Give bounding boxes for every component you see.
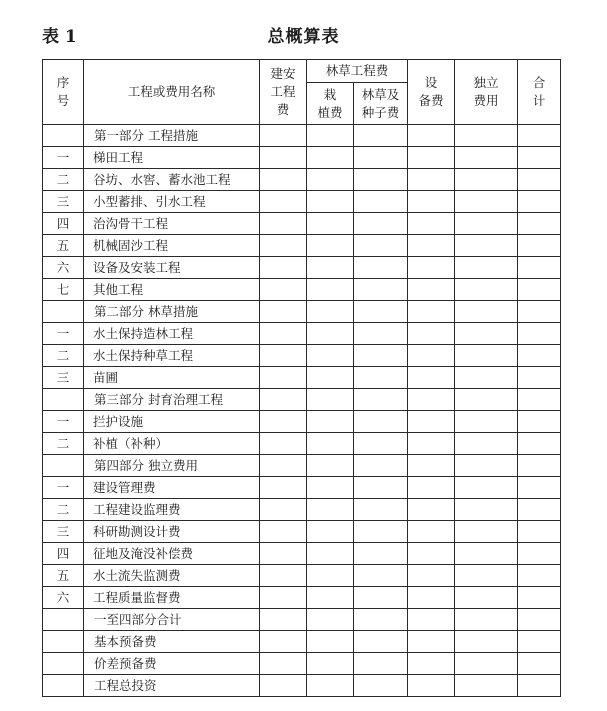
cell-construction — [260, 323, 307, 345]
cell-seed — [354, 389, 408, 411]
cell-independent — [455, 499, 518, 521]
row-name: 工程建设监理费 — [84, 499, 260, 521]
cell-total — [518, 411, 561, 433]
row-name: 第三部分 封育治理工程 — [84, 389, 260, 411]
cell-equipment — [408, 543, 455, 565]
cell-planting — [307, 279, 354, 301]
row-name: 小型蓄排、引水工程 — [84, 191, 260, 213]
cell-construction — [260, 433, 307, 455]
header-seq: 序 号 — [43, 60, 84, 125]
cell-independent — [455, 367, 518, 389]
cell-total — [518, 301, 561, 323]
cell-planting — [307, 631, 354, 653]
row-name: 拦护设施 — [84, 411, 260, 433]
row-seq — [43, 389, 84, 411]
cell-independent — [455, 323, 518, 345]
cell-equipment — [408, 125, 455, 147]
table-row — [43, 653, 561, 675]
cell-total — [518, 367, 561, 389]
row-name: 第四部分 独立费用 — [84, 455, 260, 477]
row-name: 梯田工程 — [84, 147, 260, 169]
cell-total — [518, 279, 561, 301]
cell-independent — [455, 169, 518, 191]
cell-equipment — [408, 389, 455, 411]
cell-equipment — [408, 257, 455, 279]
row-seq: 三 — [43, 191, 84, 213]
row-name: 第二部分 林草措施 — [84, 301, 260, 323]
row-seq: 二 — [43, 433, 84, 455]
cell-construction — [260, 367, 307, 389]
cell-independent — [455, 477, 518, 499]
table-row — [43, 147, 561, 169]
cell-seed — [354, 631, 408, 653]
cell-seed — [354, 477, 408, 499]
table-row — [43, 301, 561, 323]
row-seq: 二 — [43, 169, 84, 191]
row-seq: 一 — [43, 411, 84, 433]
table-row — [43, 367, 561, 389]
cell-seed — [354, 345, 408, 367]
cell-planting — [307, 213, 354, 235]
cell-total — [518, 235, 561, 257]
cell-seed — [354, 609, 408, 631]
cell-total — [518, 477, 561, 499]
row-seq — [43, 301, 84, 323]
cell-total — [518, 147, 561, 169]
row-seq: 三 — [43, 367, 84, 389]
row-name: 价差预备费 — [84, 653, 260, 675]
cell-equipment — [408, 191, 455, 213]
cell-construction — [260, 455, 307, 477]
cell-construction — [260, 499, 307, 521]
cell-independent — [455, 345, 518, 367]
cell-construction — [260, 521, 307, 543]
row-name: 第一部分 工程措施 — [84, 125, 260, 147]
table-body — [43, 125, 561, 697]
cell-seed — [354, 565, 408, 587]
cell-independent — [455, 125, 518, 147]
table-label: 表 1 — [42, 27, 77, 47]
cell-total — [518, 323, 561, 345]
cell-independent — [455, 587, 518, 609]
cell-independent — [455, 543, 518, 565]
cell-equipment — [408, 301, 455, 323]
cell-construction — [260, 235, 307, 257]
table-row — [43, 499, 561, 521]
cell-construction — [260, 631, 307, 653]
cell-total — [518, 653, 561, 675]
row-seq: 五 — [43, 565, 84, 587]
row-seq: 六 — [43, 587, 84, 609]
cell-construction — [260, 301, 307, 323]
cell-independent — [455, 301, 518, 323]
cell-total — [518, 455, 561, 477]
cell-planting — [307, 323, 354, 345]
header-total: 合 计 — [518, 60, 561, 125]
cell-total — [518, 499, 561, 521]
row-seq: 一 — [43, 323, 84, 345]
cell-construction — [260, 653, 307, 675]
table-row — [43, 125, 561, 147]
table-row — [43, 433, 561, 455]
row-name: 其他工程 — [84, 279, 260, 301]
row-seq: 四 — [43, 213, 84, 235]
row-seq: 七 — [43, 279, 84, 301]
cell-equipment — [408, 433, 455, 455]
cell-seed — [354, 301, 408, 323]
cell-planting — [307, 565, 354, 587]
cell-equipment — [408, 169, 455, 191]
header-planting-cost: 栽 植费 — [307, 83, 354, 125]
cell-total — [518, 125, 561, 147]
table-row — [43, 279, 561, 301]
cell-total — [518, 169, 561, 191]
table-row — [43, 345, 561, 367]
cell-seed — [354, 125, 408, 147]
cell-independent — [455, 675, 518, 697]
row-seq: 二 — [43, 499, 84, 521]
cell-seed — [354, 213, 408, 235]
cell-equipment — [408, 675, 455, 697]
table-row — [43, 191, 561, 213]
cell-planting — [307, 191, 354, 213]
header-independent-cost: 独立 费用 — [455, 60, 518, 125]
row-name: 征地及淹没补偿费 — [84, 543, 260, 565]
table-row — [43, 411, 561, 433]
row-seq: 一 — [43, 477, 84, 499]
cell-independent — [455, 279, 518, 301]
cell-equipment — [408, 411, 455, 433]
cell-planting — [307, 147, 354, 169]
cell-planting — [307, 587, 354, 609]
cell-construction — [260, 169, 307, 191]
cell-total — [518, 433, 561, 455]
table-row — [43, 169, 561, 191]
cell-planting — [307, 477, 354, 499]
table-row — [43, 631, 561, 653]
row-seq — [43, 609, 84, 631]
cell-total — [518, 675, 561, 697]
header-forestry-group: 林草工程费 — [307, 60, 408, 83]
cell-equipment — [408, 609, 455, 631]
cell-equipment — [408, 455, 455, 477]
table-row — [43, 455, 561, 477]
row-seq: 六 — [43, 257, 84, 279]
table-row — [43, 587, 561, 609]
row-seq — [43, 675, 84, 697]
table-row — [43, 565, 561, 587]
cell-seed — [354, 675, 408, 697]
cell-seed — [354, 543, 408, 565]
cell-seed — [354, 279, 408, 301]
cell-total — [518, 587, 561, 609]
cell-total — [518, 565, 561, 587]
cell-independent — [455, 257, 518, 279]
cell-construction — [260, 411, 307, 433]
row-name: 补植（补种） — [84, 433, 260, 455]
cell-planting — [307, 521, 354, 543]
row-name: 苗圃 — [84, 367, 260, 389]
table-row — [43, 323, 561, 345]
cell-equipment — [408, 213, 455, 235]
row-seq: 四 — [43, 543, 84, 565]
cell-construction — [260, 565, 307, 587]
cell-planting — [307, 499, 354, 521]
cell-independent — [455, 521, 518, 543]
row-name: 科研勘测设计费 — [84, 521, 260, 543]
cell-seed — [354, 367, 408, 389]
cell-planting — [307, 411, 354, 433]
cell-equipment — [408, 147, 455, 169]
cell-seed — [354, 323, 408, 345]
row-name: 建设管理费 — [84, 477, 260, 499]
cell-independent — [455, 191, 518, 213]
row-name: 工程质量监督费 — [84, 587, 260, 609]
row-name: 一至四部分合计 — [84, 609, 260, 631]
cell-planting — [307, 301, 354, 323]
header-construction-cost: 建安 工程 费 — [260, 60, 307, 125]
cell-equipment — [408, 235, 455, 257]
cell-planting — [307, 433, 354, 455]
cell-seed — [354, 433, 408, 455]
header-equipment-cost: 设 备费 — [408, 60, 455, 125]
cell-construction — [260, 345, 307, 367]
cell-total — [518, 543, 561, 565]
table-row — [43, 389, 561, 411]
cell-construction — [260, 389, 307, 411]
cell-equipment — [408, 653, 455, 675]
cell-equipment — [408, 279, 455, 301]
cell-equipment — [408, 521, 455, 543]
cell-planting — [307, 543, 354, 565]
row-seq: 一 — [43, 147, 84, 169]
row-name: 水土保持种草工程 — [84, 345, 260, 367]
cell-planting — [307, 609, 354, 631]
cell-independent — [455, 455, 518, 477]
header-row-1 — [43, 60, 561, 83]
table-row — [43, 477, 561, 499]
cell-total — [518, 213, 561, 235]
cell-construction — [260, 257, 307, 279]
row-name: 机械固沙工程 — [84, 235, 260, 257]
cell-seed — [354, 499, 408, 521]
cell-seed — [354, 235, 408, 257]
cell-total — [518, 631, 561, 653]
cell-equipment — [408, 323, 455, 345]
cell-seed — [354, 191, 408, 213]
cell-seed — [354, 521, 408, 543]
cell-equipment — [408, 499, 455, 521]
table-row — [43, 235, 561, 257]
cell-construction — [260, 213, 307, 235]
row-seq — [43, 631, 84, 653]
cell-planting — [307, 367, 354, 389]
cell-planting — [307, 235, 354, 257]
cell-seed — [354, 455, 408, 477]
cell-planting — [307, 345, 354, 367]
cell-independent — [455, 235, 518, 257]
cell-seed — [354, 169, 408, 191]
cell-total — [518, 257, 561, 279]
cell-planting — [307, 653, 354, 675]
cell-construction — [260, 191, 307, 213]
row-name: 水土保持造林工程 — [84, 323, 260, 345]
row-seq: 三 — [43, 521, 84, 543]
cell-construction — [260, 147, 307, 169]
cell-seed — [354, 411, 408, 433]
row-name: 治沟骨干工程 — [84, 213, 260, 235]
row-seq — [43, 653, 84, 675]
cell-total — [518, 389, 561, 411]
cell-equipment — [408, 367, 455, 389]
cell-independent — [455, 147, 518, 169]
table-row — [43, 521, 561, 543]
cell-equipment — [408, 477, 455, 499]
cell-total — [518, 345, 561, 367]
table-title: 总概算表 — [267, 27, 340, 47]
cell-construction — [260, 279, 307, 301]
cell-construction — [260, 543, 307, 565]
cell-independent — [455, 213, 518, 235]
cell-planting — [307, 169, 354, 191]
cell-planting — [307, 675, 354, 697]
cell-construction — [260, 125, 307, 147]
cell-independent — [455, 631, 518, 653]
cell-independent — [455, 389, 518, 411]
cell-planting — [307, 389, 354, 411]
header-seed-cost: 林草及 种子费 — [354, 83, 408, 125]
cell-equipment — [408, 631, 455, 653]
row-seq: 五 — [43, 235, 84, 257]
table-caption — [0, 22, 607, 46]
table-row — [43, 675, 561, 697]
cell-construction — [260, 587, 307, 609]
cell-construction — [260, 477, 307, 499]
cell-independent — [455, 609, 518, 631]
cell-seed — [354, 257, 408, 279]
cell-total — [518, 609, 561, 631]
table-row — [43, 257, 561, 279]
row-name: 谷坊、水窖、蓄水池工程 — [84, 169, 260, 191]
table-row — [43, 543, 561, 565]
row-name: 基本预备费 — [84, 631, 260, 653]
cell-total — [518, 191, 561, 213]
cell-equipment — [408, 565, 455, 587]
header-name: 工程或费用名称 — [84, 60, 260, 125]
cell-equipment — [408, 587, 455, 609]
cell-independent — [455, 433, 518, 455]
cell-independent — [455, 565, 518, 587]
table-row — [43, 213, 561, 235]
cell-construction — [260, 675, 307, 697]
cell-total — [518, 521, 561, 543]
cell-independent — [455, 411, 518, 433]
row-seq — [43, 125, 84, 147]
row-seq — [43, 455, 84, 477]
cell-planting — [307, 455, 354, 477]
row-name: 工程总投资 — [84, 675, 260, 697]
budget-summary-table — [42, 59, 561, 697]
cell-planting — [307, 257, 354, 279]
row-name: 水土流失监测费 — [84, 565, 260, 587]
cell-seed — [354, 653, 408, 675]
row-name: 设备及安装工程 — [84, 257, 260, 279]
table-row — [43, 609, 561, 631]
cell-construction — [260, 609, 307, 631]
cell-independent — [455, 653, 518, 675]
row-seq: 二 — [43, 345, 84, 367]
cell-seed — [354, 587, 408, 609]
cell-seed — [354, 147, 408, 169]
cell-equipment — [408, 345, 455, 367]
cell-planting — [307, 125, 354, 147]
